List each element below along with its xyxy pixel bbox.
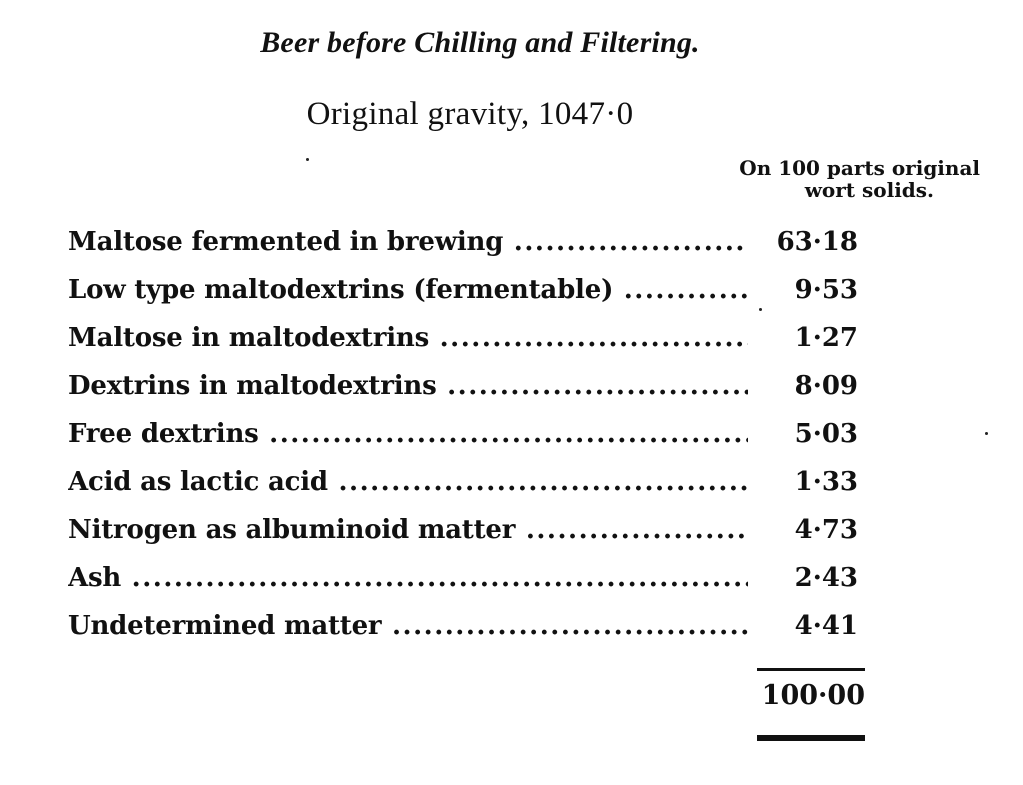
table-row [68,314,888,362]
row-value: 4·73 [794,515,858,545]
composition-table [68,218,888,650]
table-row [68,458,888,506]
row-label: Acid as lactic acid ..... [68,467,748,497]
table-row [68,218,888,266]
sum-rule-bottom [757,735,865,741]
row-label: Undetermined matter ..... [68,611,748,641]
row-label: Free dextrins ..... [68,419,748,449]
table-row [68,362,888,410]
row-label: Low type maltodextrins (fermentable) ..... [68,275,748,305]
print-speck [306,158,309,161]
column-header-line-1: On 100 parts original [739,156,980,180]
row-label: Maltose fermented in brewing ..... [68,227,748,257]
row-value: 1·33 [794,467,858,497]
table-row [68,266,888,314]
row-value: 9·53 [794,275,858,305]
original-gravity-subtitle: Original gravity, 1047·0 [306,96,634,132]
row-value: 8·09 [794,371,858,401]
row-label: Ash ..... [68,563,748,593]
row-label: Maltose in maltodextrins ..... [68,323,748,353]
sum-rule-top [757,668,865,671]
row-label: Nitrogen as albuminoid matter ..... [68,515,748,545]
row-value: 5·03 [794,419,858,449]
row-value: 63·18 [776,227,858,257]
print-speck [985,432,988,435]
table-row [68,506,888,554]
row-value: 1·27 [794,323,858,353]
column-header [660,157,980,201]
total-value: 100·00 [761,680,865,711]
table-row [68,410,888,458]
row-value: 2·43 [794,563,858,593]
table-row [68,554,888,602]
column-header-line-2: wort solids. [804,178,934,202]
table-row [68,602,888,650]
table-title: Beer before Chilling and Filtering. [260,26,700,59]
row-label: Dextrins in maltodextrins ..... [68,371,748,401]
row-value: 4·41 [794,611,858,641]
